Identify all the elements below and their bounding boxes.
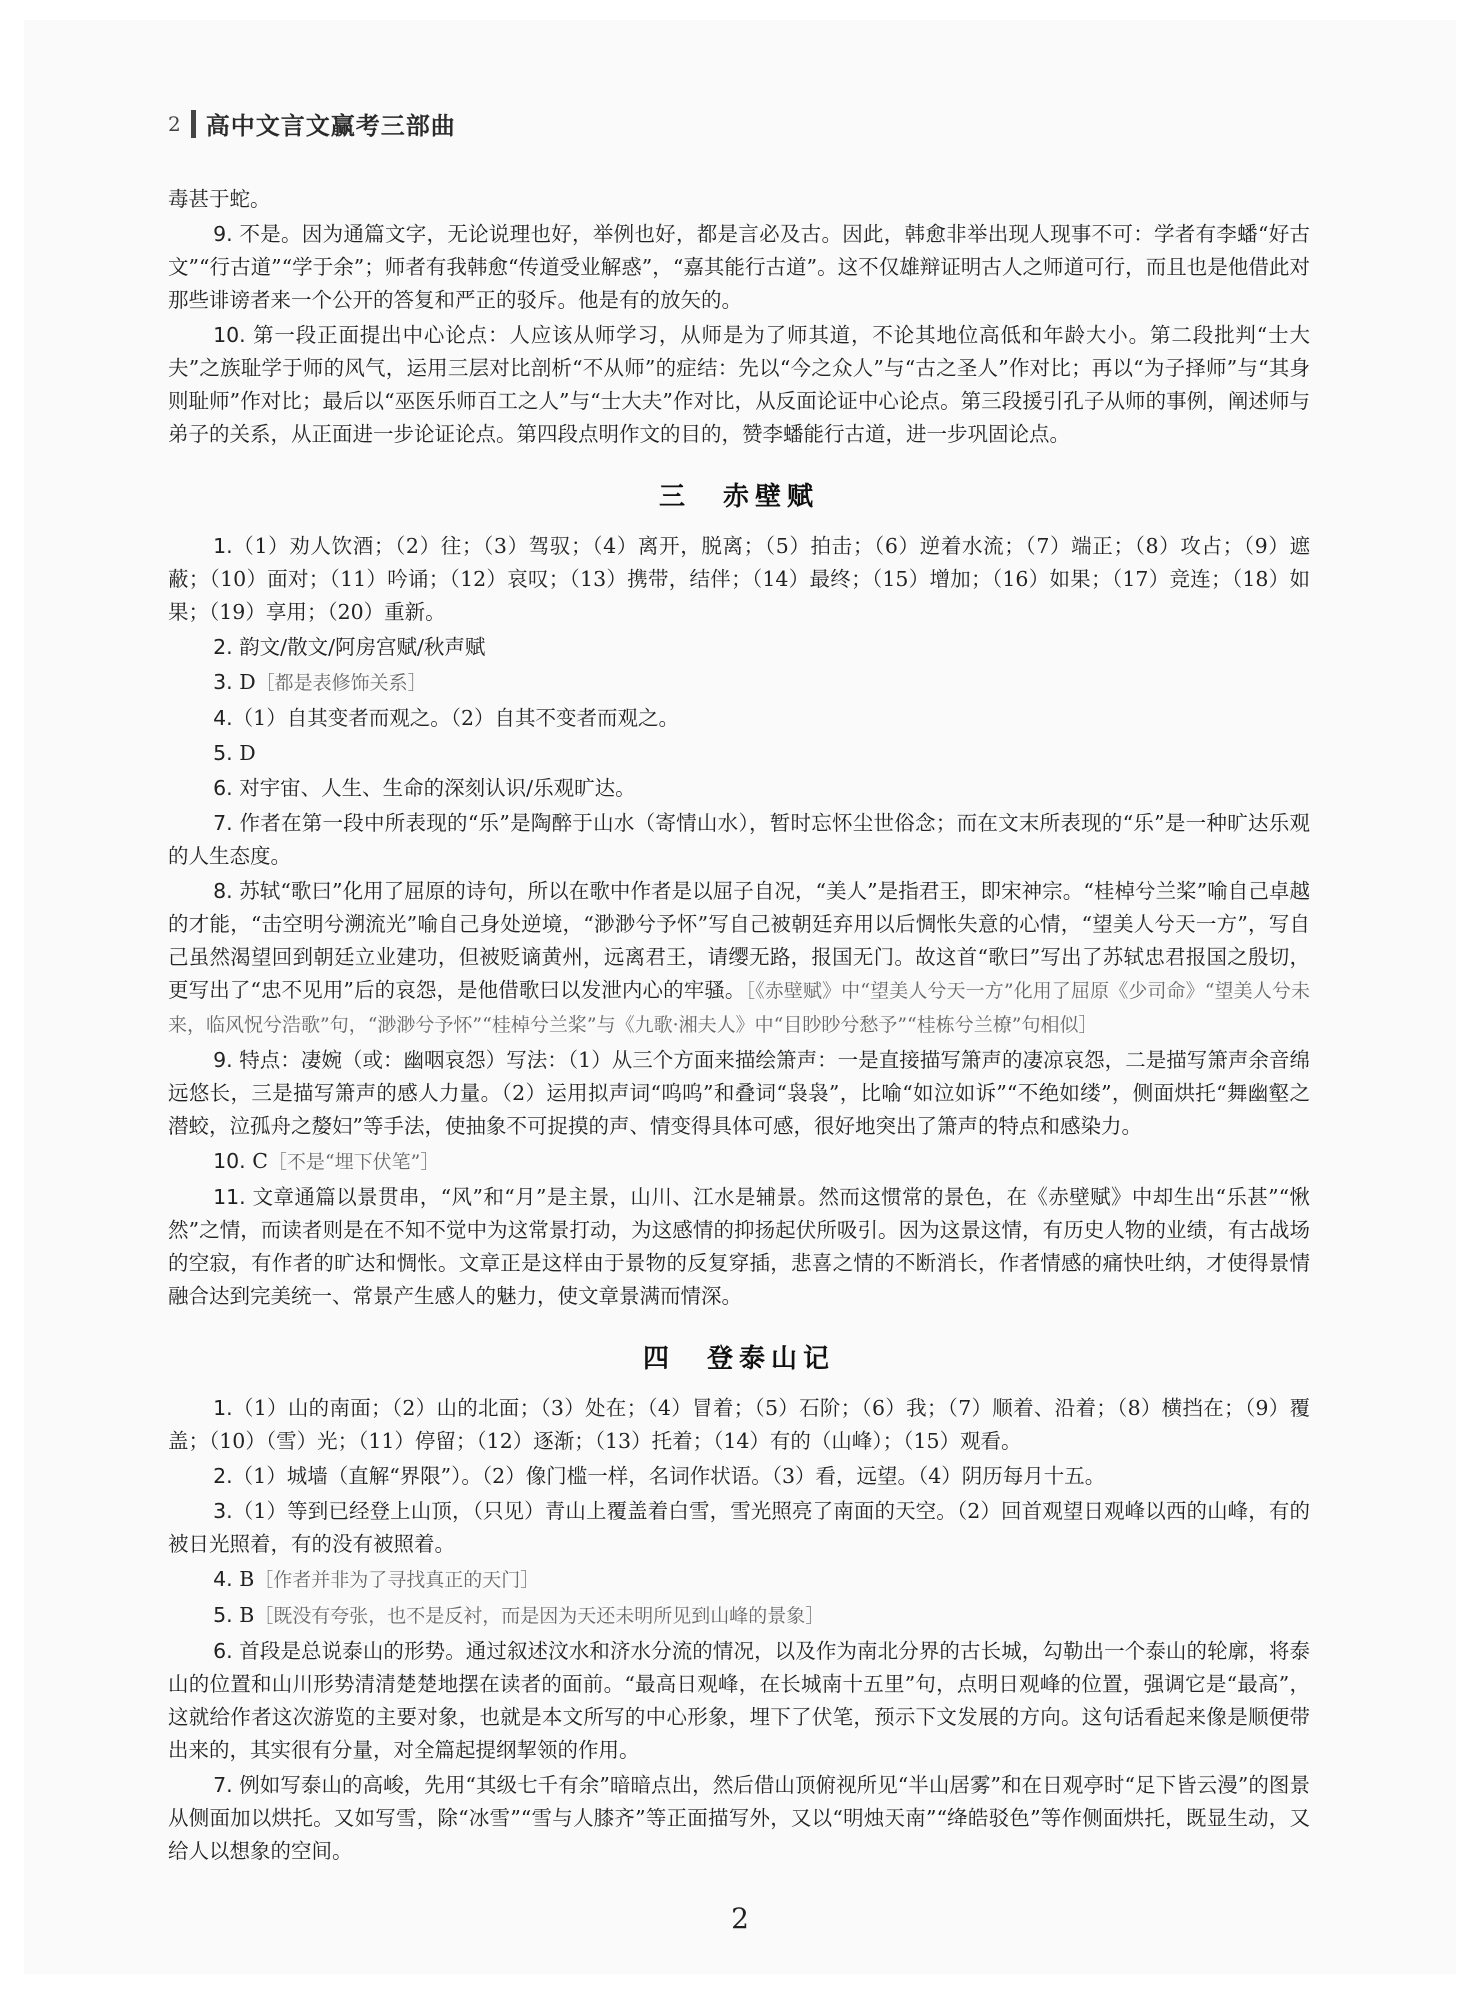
section-title-chibifu: 三 赤壁赋 — [658, 482, 819, 512]
answer-content — [168, 183, 1310, 1870]
running-header — [168, 106, 456, 141]
answer-item: 2. 韵文/散文/阿房宫赋/秋声赋 — [213, 635, 486, 659]
answer-item: 1.（1）山的南面；（2）山的北面；（3）处在；（4）冒着；（5）石阶；（6）我；（7）顺着、沿着；（8）横挡在；（9）覆盖；（10）（雪）光；（11）停留；（12）逐渐；（13）托着；（14）有的（山峰）；（15）观看。 — [168, 1396, 1310, 1453]
answer-item: 11. 文章通篇以景贯串，“风”和“月”是主景，山川、江水是辅景。然而这惯常的景色，在《赤壁赋》中却生出“乐甚”“愀然”之情，而读者则是在不知不觉中为这常景打动，为这感情的抑扬起伏所吸引。因为这景这情，有历史人物的业绩，有古战场的空寂，有作者的旷达和惆怅。文章正是这样由于景物的反复穿插，悲喜之情的不断消长，作者情感的痛快吐纳，才使得景情融合达到完美统一、常景产生感人的魅力，使文章景满而情深。 — [168, 1185, 1310, 1308]
answer-item: 1.（1）劝人饮酒；（2）往；（3）驾驭；（4）离开，脱离；（5）拍击；（6）逆着水流；（7）端正；（8）攻占；（9）遮蔽；（10）面对；（11）吟诵；（12）哀叹；（13）携带，结伴；（14）最终；（15）增加；（16）如果；（17）竞连；（18）如果；（19）享用；（20）重新。 — [168, 534, 1310, 624]
answer-note: ［作者并非为了寻找真正的天门］ — [254, 1569, 540, 1591]
answer-item: 10. 第一段正面提出中心论点：人应该从师学习，从师是为了师其道，不论其地位高低和年龄大小。第二段批判“士大夫”之族耻学于师的风气，运用三层对比剖析“不从师”的症结：先以“今之众人”与“古之圣人”作对比；再以“为子择师”与“其身则耻师”作对比；最后以“巫医乐师百工之人”与“士大夫”作对比，从反面论证中心论点。第三段援引孔子从师的事例，阐述师与弟子的关系，从正面进一步论证论点。第四段点明作文的目的，赞李蟠能行古道，进一步巩固论点。 — [168, 323, 1310, 446]
answer-item: 7. 例如写泰山的高峻，先用“其级七千有余”暗暗点出，然后借山顶俯视所见“半山居雾”和在日观亭时“足下皆云漫”的图景从侧面加以烘托。又如写雪，除“冰雪”“雪与人膝齐”等正面描写外，又以“明烛天南”“绛皓驳色”等作侧面烘托，既显生动，又给人以想象的空间。 — [168, 1773, 1310, 1863]
continuation-text: 毒甚于蛇。 — [168, 187, 271, 211]
answer-item: 8. 苏轼“歌曰”化用了屈原的诗句，所以在歌中作者是以屈子自况，“美人”是指君王，即宋神宗。“桂棹兮兰桨”喻自己卓越的才能，“击空明兮溯流光”喻自己身处逆境，“渺渺兮予怀”写自己被朝廷弃用以后惆怅失意的心情，“望美人兮天一方”，写自己虽然渴望回到朝廷立业建功，但被贬谪黄州，远离君王，请缨无路，报国无门。故这首“歌曰”写出了苏轼忠君报国之殷切，更写出了“忠不见用”后的哀怨，是他借歌曰以发泄内心的牢骚。［《赤壁赋》中“望美人兮天一方”化用了屈原《少司命》“望美人兮未来，临风怳兮浩歌”句，“渺渺兮予怀”“桂棹兮兰桨”与《九歌·湘夫人》中“目眇眇兮愁予”“桂栋兮兰橑”句相似］ — [168, 879, 1310, 1036]
answer-item: 9. 不是。因为通篇文字，无论说理也好，举例也好，都是言必及古。因此，韩愈非举出现人现事不可：学者有李蟠“好古文”“行古道”“学于余”；师者有我韩愈“传道受业解惑”，“嘉其能行古道”。这不仅雄辩证明古人之师道可行，而且也是他借此对那些诽谤者来一个公开的答复和严正的驳斥。他是有的放矢的。 — [168, 222, 1310, 312]
answer-item: 3. D［都是表修饰关系］ — [213, 670, 427, 694]
answer-item: 3.（1）等到已经登上山顶，（只见）青山上覆盖着白雪，雪光照亮了南面的天空。（2）回首观望日观峰以西的山峰，有的被日光照着，有的没有被照着。 — [168, 1499, 1310, 1556]
answer-note: ［《赤壁赋》中“望美人兮天一方”化用了屈原《少司命》“望美人兮未来，临风怳兮浩歌”句，“渺渺兮予怀”“桂棹兮兰桨”与《九歌·湘夫人》中“目眇眇兮愁予”“桂栋兮兰橑”句相似］ — [168, 980, 1310, 1036]
answer-note: ［不是“埋下伏笔”］ — [267, 1151, 440, 1173]
answer-note: ［都是表修饰关系］ — [255, 672, 427, 694]
answer-item: 5. D — [213, 741, 256, 765]
answer-item: 6. 首段是总说泰山的形势。通过叙述汶水和济水分流的情况，以及作为南北分界的古长城，勾勒出一个泰山的轮廓，将泰山的位置和山川形势清清楚楚地摆在读者的面前。“最高日观峰，在长城南十五里”句，点明日观峰的位置，强调它是“最高”，这就给作者这次游览的主要对象，也就是本文所写的中心形象，埋下了伏笔，预示下文发展的方向。这句话看起来像是顺便带出来的，其实很有分量，对全篇起提纲挈领的作用。 — [168, 1639, 1310, 1762]
answer-item: 2.（1）城墙（直解“界限”）。（2）像门槛一样，名词作状语。（3）看，远望。（4）阴历每月十五。 — [213, 1464, 1106, 1488]
section-title-dengtaishanji: 四 登泰山记 — [642, 1344, 835, 1374]
answer-item: 7. 作者在第一段中所表现的“乐”是陶醉于山水（寄情山水），暂时忘怀尘世俗念；而在文末所表现的“乐”是一种旷达乐观的人生态度。 — [168, 811, 1310, 868]
answer-item: 10. C［不是“埋下伏笔”］ — [213, 1149, 440, 1173]
answer-item: 5. B［既没有夸张，也不是反衬，而是因为天还未明所见到山峰的景象］ — [213, 1603, 825, 1627]
answer-note: ［既没有夸张，也不是反衬，而是因为天还未明所见到山峰的景象］ — [254, 1605, 825, 1627]
header-page-number: 2 — [168, 111, 181, 136]
answer-item: 9. 特点：凄婉（或：幽咽哀怨）写法：（1）从三个方面来描绘箫声：一是直接描写箫声的凄凉哀怨，二是描写箫声余音绵远悠长，三是描写箫声的感人力量。（2）运用拟声词“呜呜”和叠词“袅袅”，比喻“如泣如诉”“不绝如缕”，侧面烘托“舞幽壑之潜蛟，泣孤舟之嫠妇”等手法，使抽象不可捉摸的声、情变得具体可感，很好地突出了箫声的特点和感染力。 — [168, 1048, 1310, 1138]
book-title: 高中文言文赢考三部曲 — [205, 111, 456, 140]
answer-item: 6. 对宇宙、人生、生命的深刻认识/乐观旷达。 — [213, 776, 636, 800]
header-divider — [191, 110, 196, 138]
answer-item: 4.（1）自其变者而观之。（2）自其不变者而观之。 — [213, 706, 679, 730]
answer-item: 4. B［作者并非为了寻找真正的天门］ — [213, 1567, 540, 1591]
footer-page-number: 2 — [731, 1902, 749, 1935]
